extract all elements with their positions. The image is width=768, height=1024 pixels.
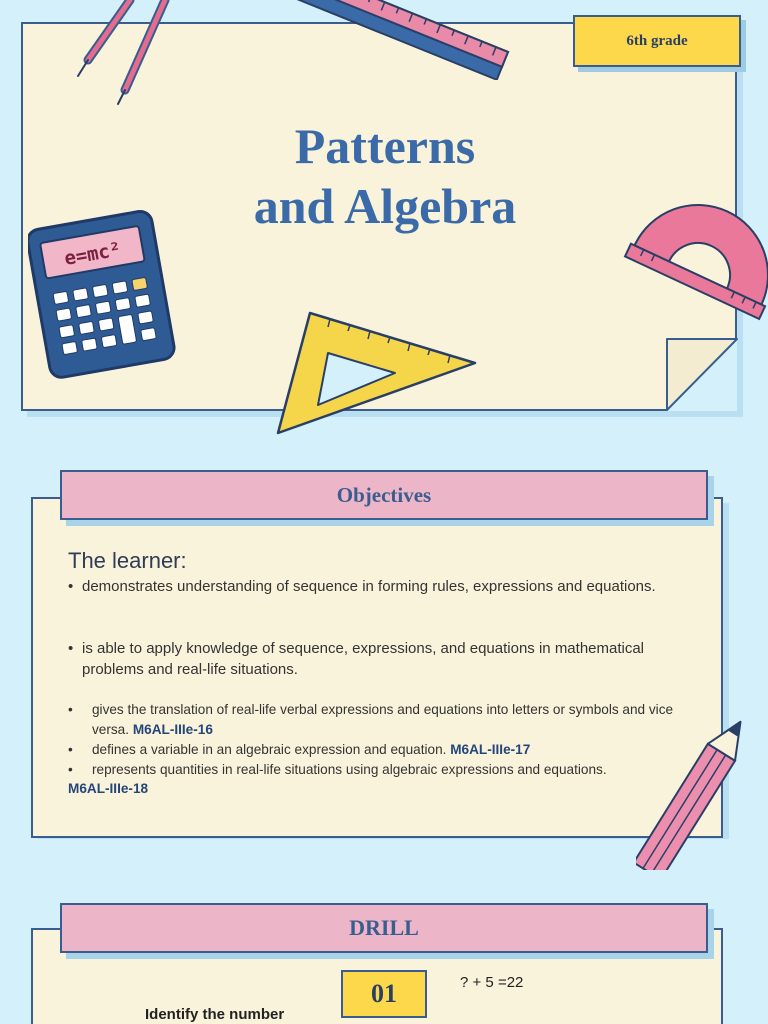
compass-icon: [70, 0, 180, 110]
drill-instruction: Identify the number: [145, 1006, 285, 1023]
calculator-display: e=mc²: [62, 238, 123, 270]
objective-list: [66, 576, 666, 597]
calculator-icon: [28, 205, 178, 385]
competency-item: [66, 700, 706, 740]
competency-code: M6AL-IIIe-18: [68, 781, 149, 796]
set-square-icon: [270, 305, 485, 435]
pencil-icon: [636, 715, 756, 870]
grade-badge: 6th grade: [573, 15, 741, 67]
title-line-1: Patterns: [294, 118, 476, 174]
ruler-icon: [285, 0, 510, 80]
objective-item: • is able to apply knowledge of sequence, expressions, and equations in mathematical problems and real-life situations.: [66, 638, 666, 680]
competency-text: defines a variable in an algebraic expression and equation.: [92, 742, 447, 757]
competency-item: [66, 740, 706, 760]
page-fold-icon: [665, 336, 741, 414]
objective-list: [66, 638, 666, 680]
competency-text: gives the translation of real-life verbal expressions and equations into letters or symbols and vice versa.: [92, 702, 674, 737]
page-title: [170, 116, 600, 236]
competency-item: [66, 760, 706, 780]
competency-list: [66, 700, 706, 780]
objective-item: • demonstrates understanding of sequence in forming rules, expressions and equations.: [66, 576, 666, 597]
objectives-header: Objectives: [60, 470, 708, 520]
competency-code: M6AL-IIIe-16: [132, 722, 213, 737]
learner-heading: The learner:: [68, 548, 187, 573]
title-line-2: and Algebra: [253, 178, 517, 234]
drill-header: DRILL: [60, 903, 708, 953]
drill-number-badge: 01: [341, 970, 427, 1018]
competency-text: represents quantities in real-life situations using algebraic expressions and equations.: [92, 762, 607, 777]
competency-code: M6AL-IIIe-17: [450, 742, 531, 757]
protractor-icon: [618, 195, 768, 325]
drill-equation: ? + 5 =22: [460, 974, 524, 991]
